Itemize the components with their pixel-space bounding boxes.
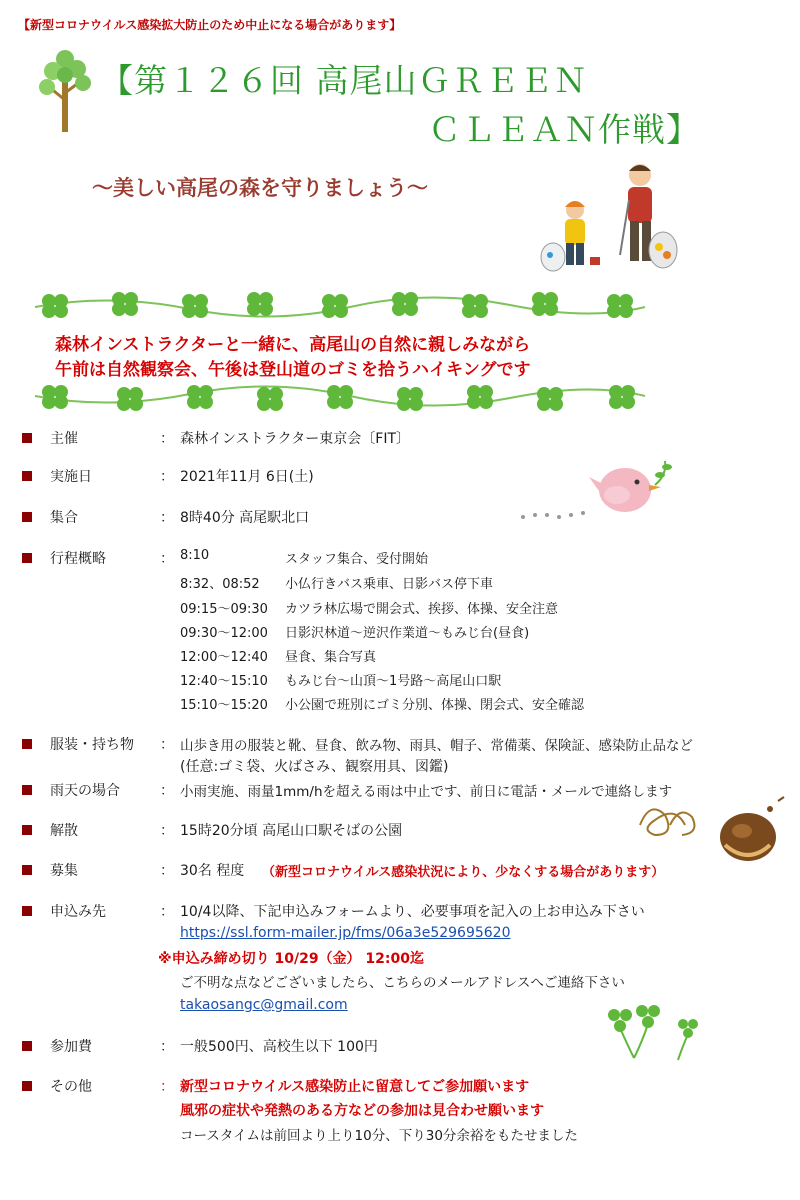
page-title-line2: ＣＬＥＡＮ作戦】 — [428, 110, 700, 149]
detail-label: 服装・持ち物 — [50, 737, 134, 753]
detail-label: 雨天の場合 — [50, 783, 120, 799]
detail-label: 集合 — [50, 510, 78, 526]
bullet-icon — [22, 825, 32, 835]
detail-label: 解散 — [50, 823, 78, 839]
bullet-icon — [22, 739, 32, 749]
detail-label: その他 — [50, 1079, 92, 1095]
clover-vine-top — [30, 285, 650, 325]
bullet-icon — [22, 865, 32, 875]
detail-value: 2021年11月 6日(土) — [180, 469, 314, 485]
clover-vine-bottom — [30, 378, 650, 418]
detail-value: 森林インストラクター東京会〔FIT〕 — [180, 431, 411, 447]
detail-label: 募集 — [50, 863, 78, 879]
detail-label: 参加費 — [50, 1039, 92, 1055]
recruit-note: （新型コロナウイルス感染状況により、少なくする場合があります） — [262, 865, 665, 880]
detail-label: 主催 — [50, 431, 78, 447]
detail-value: 10/4以降、下記申込みフォームより、必要事項を記入の上お申込み下さい — [180, 904, 645, 920]
bullet-icon — [22, 1041, 32, 1051]
contact-email-link[interactable]: takaosangc@gmail.com — [180, 997, 348, 1013]
other-line3: コースタイムは前回より上り10分、下り30分余裕をもたせました — [180, 1128, 578, 1144]
tagline-line1: 森林インストラクターと一緒に、高尾山の自然に親しみながら — [55, 335, 531, 355]
detail-value: 15時20分頃 高尾山口駅そばの公園 — [180, 823, 403, 839]
other-line2: 風邪の症状や発熱のある方などの参加は見合わせ願います — [180, 1103, 544, 1119]
application-deadline: ※申込み締め切り 10/29（金） 12:00迄 — [158, 951, 424, 967]
detail-label: 実施日 — [50, 469, 92, 485]
chestnut-illustration — [630, 795, 790, 870]
cancellation-notice: 【新型コロナウイルス感染拡大防止のため中止になる場合があります】 — [18, 18, 402, 32]
tree-icon — [35, 45, 95, 135]
bullet-icon — [22, 433, 32, 443]
bullet-icon — [22, 906, 32, 916]
detail-value-line2: (任意:ゴミ袋、火ばさみ、観察用具、図鑑) — [180, 759, 449, 775]
application-form-link[interactable]: https://ssl.form-mailer.jp/fms/06a3e529695620 — [180, 925, 511, 941]
tagline-line2: 午前は自然観察会、午後は登山道のゴミを拾うハイキングです — [55, 360, 531, 380]
detail-value: 一般500円、高校生以下 100円 — [180, 1039, 378, 1055]
clover-illustration — [600, 998, 710, 1063]
detail-value: 新型コロナウイルス感染防止に留意してご参加願います — [180, 1079, 530, 1095]
detail-value: 山歩き用の服装と靴、昼食、飲み物、雨具、帽子、常備薬、保険証、感染防止品など — [180, 738, 693, 754]
bullet-icon — [22, 512, 32, 522]
detail-label: 申込み先 — [50, 904, 106, 920]
bullet-icon — [22, 785, 32, 795]
detail-value: 小雨実施、雨量1mm/hを超える雨は中止です、前日に電話・メールで連絡します — [180, 784, 673, 800]
bullet-icon — [22, 1081, 32, 1091]
bullet-icon — [22, 553, 32, 563]
contact-note: ご不明な点などございましたら、こちらのメールアドレスへご連絡下さい — [180, 975, 625, 991]
detail-value: 8時40分 高尾駅北口 — [180, 510, 310, 526]
bird-illustration — [515, 455, 675, 530]
detail-label: 行程概略 — [50, 551, 106, 567]
page-subtitle: ～美しい高尾の森を守りましょう～ — [92, 176, 428, 200]
people-cleaning-illustration — [535, 155, 685, 280]
detail-value: 30名 程度 — [180, 863, 245, 879]
page-title-line1: 【第１２６回 高尾山ＧＲＥＥＮ — [100, 61, 588, 100]
bullet-icon — [22, 471, 32, 481]
